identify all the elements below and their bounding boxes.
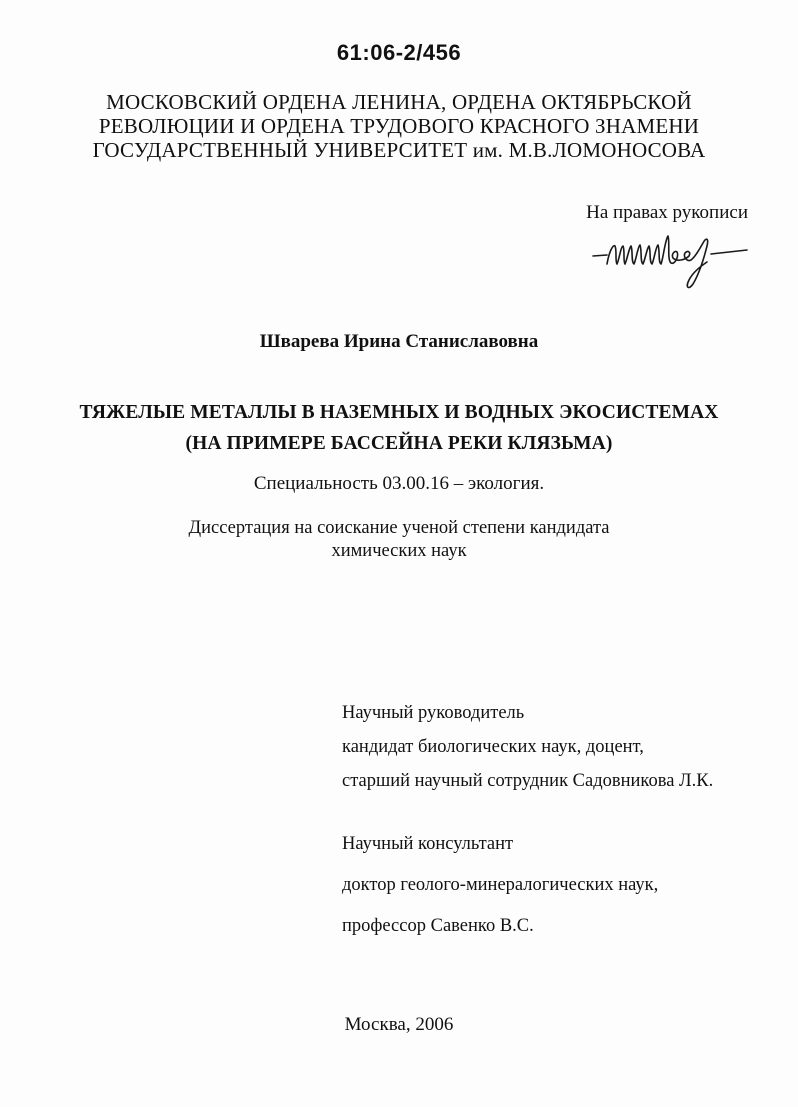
degree-statement [0, 517, 798, 563]
specialty: Специальность 03.00.16 – экология. [253, 473, 545, 494]
degree-line-1: Диссертация на соискание ученой степени кандидата [188, 518, 610, 538]
dissertation-title [0, 397, 798, 459]
supervisor-degree: кандидат биологических наук, доцент, [342, 737, 644, 757]
consultant-degree: доктор геолого-минералогических наук, [342, 875, 659, 895]
degree-line-2: химических наук [331, 541, 467, 561]
consultant-name: профессор Савенко В.С. [342, 916, 534, 936]
handwritten-signature [585, 226, 765, 296]
title-line-1: ТЯЖЕЛЫЕ МЕТАЛЛЫ В НАЗЕМНЫХ И ВОДНЫХ ЭКОСИСТЕМАХ [79, 402, 719, 423]
university-name [0, 90, 798, 162]
catalog-number: 61:06-2/456 [336, 40, 462, 65]
university-line-3: ГОСУДАРСТВЕННЫЙ УНИВЕРСИТЕТ им. М.В.ЛОМОНОСОВА [92, 138, 706, 162]
place-and-year: Москва, 2006 [344, 1014, 454, 1035]
university-line-2: РЕВОЛЮЦИИ И ОРДЕНА ТРУДОВОГО КРАСНОГО ЗНАМЕНИ [98, 114, 700, 138]
supervisor-name: старший научный сотрудник Садовникова Л.К. [342, 771, 714, 791]
author-name: Шварева Ирина Станиславовна [259, 331, 539, 352]
manuscript-rights: На правах рукописи [586, 202, 748, 223]
supervisor-role: Научный руководитель [342, 703, 525, 723]
university-line-1: МОСКОВСКИЙ ОРДЕНА ЛЕНИНА, ОРДЕНА ОКТЯБРЬСКОЙ [106, 90, 692, 114]
title-line-2: (НА ПРИМЕРЕ БАССЕЙНА РЕКИ КЛЯЗЬМА) [185, 433, 613, 454]
consultant-role: Научный консультант [342, 834, 514, 854]
